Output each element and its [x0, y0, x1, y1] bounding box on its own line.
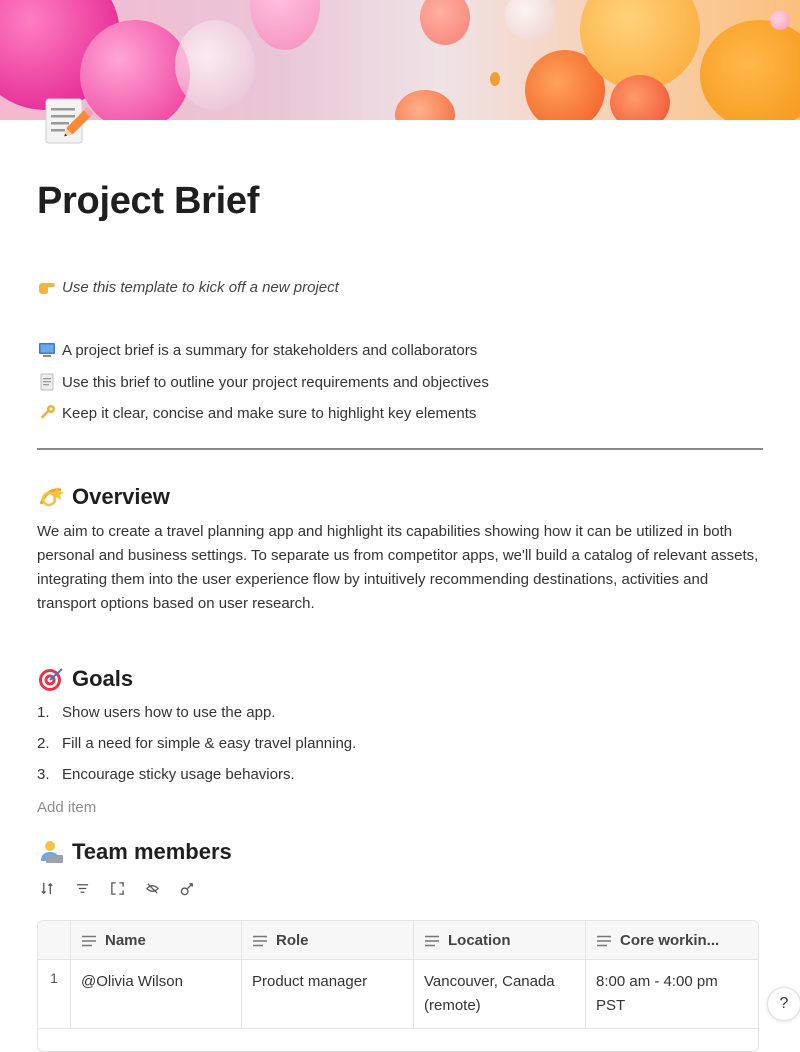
- table-toolbar: [40, 878, 215, 898]
- text-property-icon: [81, 934, 97, 946]
- goal-text: Fill a need for simple & easy travel planning.: [62, 735, 357, 752]
- notepad-icon: [37, 373, 57, 391]
- goal-item[interactable]: [37, 735, 356, 752]
- column-header-label: Location: [448, 931, 511, 949]
- share-icon[interactable]: [180, 878, 215, 898]
- overview-heading-text: Overview: [72, 484, 170, 509]
- filter-icon[interactable]: [75, 878, 110, 898]
- tagline: [37, 278, 339, 296]
- technologist-icon: [37, 839, 65, 865]
- column-header-label: Role: [276, 931, 309, 949]
- cell-role[interactable]: Product manager: [242, 960, 414, 1028]
- goal-number: 1.: [37, 704, 50, 721]
- hide-icon[interactable]: [145, 878, 180, 898]
- team-heading: [37, 839, 232, 865]
- cell-name[interactable]: @Olivia Wilson: [71, 960, 242, 1028]
- intro-line-text: A project brief is a summary for stakeholders and collaborators: [62, 341, 478, 359]
- column-header-role[interactable]: [242, 921, 414, 959]
- overview-heading: [37, 484, 170, 510]
- cell-hours[interactable]: 8:00 am - 4:00 pm PST: [596, 973, 718, 1014]
- goal-number: 3.: [37, 766, 50, 783]
- cell-location[interactable]: Vancouver, Canada (remote): [414, 960, 586, 1028]
- overview-body: We aim to create a travel planning app and highlight its capabilities showing how it can be utilized in both personal and business settings. To separate us from competitor apps, we'll build a catalog of relevant assets, integrating them into the user experience flow by intuitively recommending destinations, activities and transport options based on user research.: [37, 523, 759, 612]
- column-header-name[interactable]: [71, 921, 242, 959]
- key-icon: [37, 404, 57, 422]
- goals-heading: [37, 666, 133, 692]
- column-header-label: Name: [105, 931, 146, 949]
- goals-heading-text: Goals: [72, 666, 134, 691]
- row-number: 1: [38, 960, 71, 1028]
- column-header-label: Core workin...: [620, 931, 720, 949]
- goal-item[interactable]: [37, 704, 275, 721]
- intro-line: [37, 341, 477, 359]
- computer-icon: [37, 341, 57, 359]
- help-button[interactable]: ?: [767, 987, 800, 1021]
- intro-line: [37, 404, 476, 422]
- intro-line-text: Keep it clear, concise and make sure to highlight key elements: [62, 404, 477, 422]
- team-table: [37, 920, 759, 1052]
- column-header-core-working-hours[interactable]: [586, 921, 758, 959]
- target-icon: [37, 666, 65, 692]
- row-number-header: [38, 921, 71, 959]
- text-property-icon: [424, 934, 440, 946]
- add-item-button[interactable]: Add item: [37, 799, 97, 816]
- intro-line: [37, 373, 489, 391]
- pointing-hand-icon: [37, 278, 57, 296]
- goal-text: Encourage sticky usage behaviors.: [62, 766, 295, 783]
- page-title[interactable]: Project Brief: [37, 180, 260, 222]
- team-heading-text: Team members: [72, 839, 232, 864]
- column-header-location[interactable]: [414, 921, 586, 959]
- goal-number: 2.: [37, 735, 50, 752]
- sort-icon[interactable]: [40, 878, 75, 898]
- memo-icon[interactable]: [40, 94, 96, 150]
- intro-line-text: Use this brief to outline your project requirements and objectives: [62, 373, 489, 391]
- text-property-icon: [252, 934, 268, 946]
- cover-image: [0, 0, 800, 120]
- goal-text: Show users how to use the app.: [62, 704, 276, 721]
- table-row[interactable]: [38, 960, 758, 1029]
- table-header: [38, 921, 758, 960]
- text-property-icon: [596, 934, 612, 946]
- tagline-text: Use this template to kick off a new project: [62, 278, 339, 296]
- dizzy-icon: [37, 484, 65, 510]
- goal-item[interactable]: [37, 766, 295, 783]
- divider: [37, 448, 763, 450]
- expand-icon[interactable]: [110, 878, 145, 898]
